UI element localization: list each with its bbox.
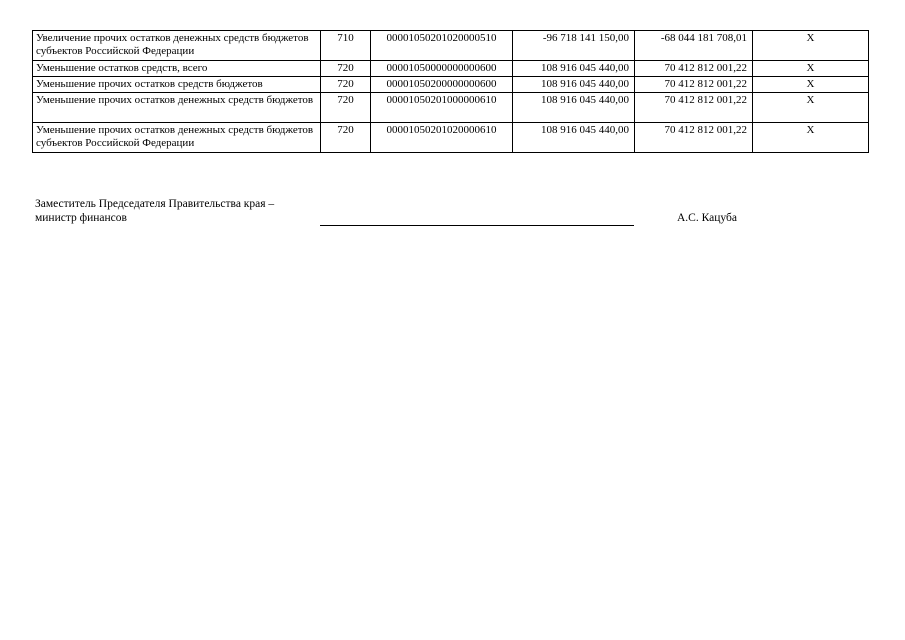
signatory-name: А.С. Кацуба	[677, 212, 737, 224]
table-row	[33, 31, 869, 61]
approved-amount-cell: 108 916 045 440,00	[513, 77, 635, 93]
signatory-position	[35, 197, 274, 225]
report-table-body	[33, 31, 869, 153]
report-table	[32, 30, 869, 153]
unexecuted-amount-cell: Х	[753, 123, 869, 153]
budget-code-cell: 00001050201020000610	[371, 123, 513, 153]
approved-amount-cell: 108 916 045 440,00	[513, 61, 635, 77]
row-code-cell: 720	[321, 123, 371, 153]
executed-amount-cell: 70 412 812 001,22	[635, 77, 753, 93]
executed-amount-cell: -68 044 181 708,01	[635, 31, 753, 61]
approved-amount-cell: 108 916 045 440,00	[513, 123, 635, 153]
budget-code-cell: 00001050000000000600	[371, 61, 513, 77]
row-name-cell: Увеличение прочих остатков денежных средств бюджетов субъектов Российской Федерации	[33, 31, 321, 61]
unexecuted-amount-cell: Х	[753, 61, 869, 77]
signature-line	[320, 225, 634, 226]
executed-amount-cell: 70 412 812 001,22	[635, 61, 753, 77]
approved-amount-cell: 108 916 045 440,00	[513, 93, 635, 123]
row-name-cell: Уменьшение остатков средств, всего	[33, 61, 321, 77]
row-code-cell: 720	[321, 77, 371, 93]
budget-code-cell: 00001050201000000610	[371, 93, 513, 123]
row-code-cell: 710	[321, 31, 371, 61]
signatory-position-line-1: Заместитель Председателя Правительства края –	[35, 198, 275, 210]
budget-code-cell: 00001050201020000510	[371, 31, 513, 61]
executed-amount-cell: 70 412 812 001,22	[635, 123, 753, 153]
table-row	[33, 61, 869, 77]
row-code-cell: 720	[321, 61, 371, 77]
table-row	[33, 77, 869, 93]
signatory-position-line-2: министр финансов	[35, 212, 127, 224]
unexecuted-amount-cell: Х	[753, 77, 869, 93]
executed-amount-cell: 70 412 812 001,22	[635, 93, 753, 123]
approved-amount-cell: -96 718 141 150,00	[513, 31, 635, 61]
budget-code-cell: 00001050200000000600	[371, 77, 513, 93]
row-name-cell: Уменьшение прочих остатков денежных средств бюджетов	[33, 93, 321, 123]
row-name-cell: Уменьшение прочих остатков средств бюджетов	[33, 77, 321, 93]
unexecuted-amount-cell: Х	[753, 31, 869, 61]
row-code-cell: 720	[321, 93, 371, 123]
unexecuted-amount-cell: Х	[753, 93, 869, 123]
table-row	[33, 93, 869, 123]
table-row	[33, 123, 869, 153]
row-name-cell: Уменьшение прочих остатков денежных средств бюджетов субъектов Российской Федерации	[33, 123, 321, 153]
